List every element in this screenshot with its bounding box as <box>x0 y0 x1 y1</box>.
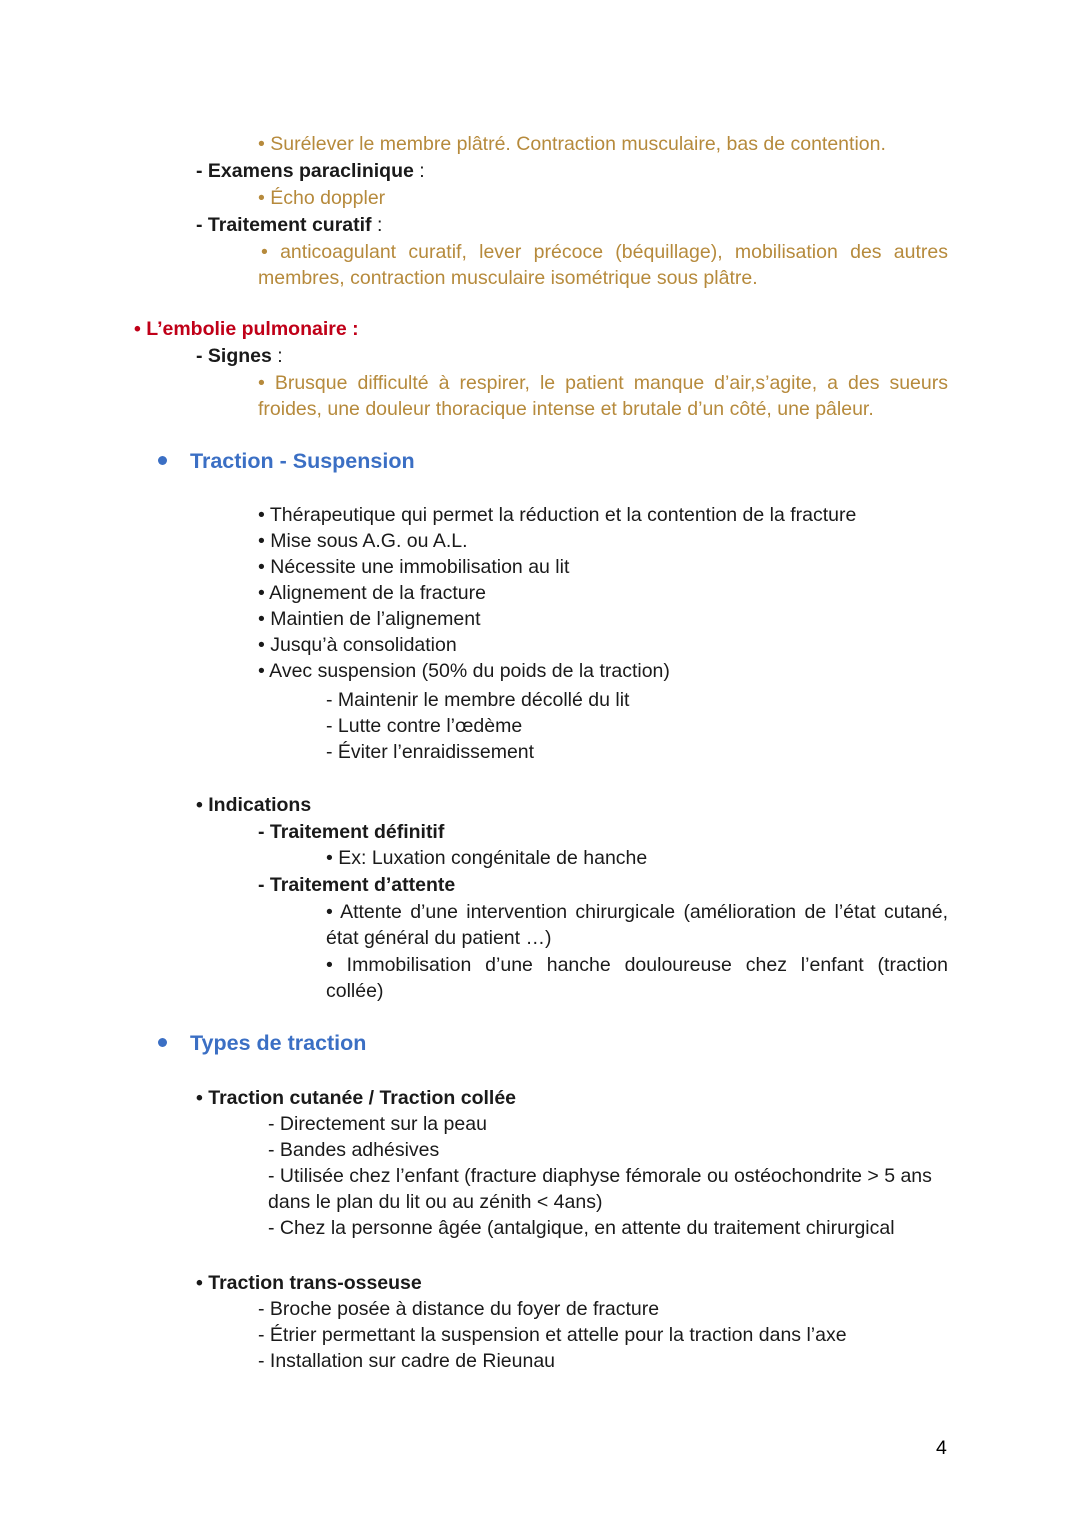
indications-heading: • Indications <box>196 794 312 816</box>
embolie-signes-label <box>196 343 283 369</box>
traitement-curatif-colon: : <box>371 214 383 236</box>
embolie-pulmonaire-heading: • L’embolie pulmonaire : <box>134 318 359 340</box>
traction-group-title: • Traction trans-osseuse <box>196 1272 422 1294</box>
embolie-signes-text: - Signes <box>196 345 272 367</box>
section-heading-types-de-traction-label: Types de traction <box>190 1031 367 1055</box>
examens-paraclinique-colon: : <box>413 160 425 182</box>
list-item: • Thérapeutique qui permet la réduction et la contention de la fracture <box>258 504 857 526</box>
list-item: • Alignement de la fracture <box>258 582 486 604</box>
indications-item-label: - Traitement définitif <box>258 821 445 843</box>
traction-group-line: - Utilisée chez l’enfant (fracture diaphyse fémorale ou ostéochondrite > 5 ans dans le plan du lit ou au zénith < 4ans) <box>268 1165 932 1213</box>
indications-item-detail: • Ex: Luxation congénitale de hanche <box>326 847 648 869</box>
traction-group-line: - Directement sur la peau <box>268 1113 487 1135</box>
traitement-curatif-item: • anticoagulant curatif, lever précoce (béquillage), mobilisation des autres membres, contraction musculaire isométrique sous plâtre. <box>258 241 948 289</box>
embolie-signes-item: • Brusque difficulté à respirer, le patient manque d’air,s’agite, a des sueurs froides, une douleur thoracique intense et brutale d’un côté, une pâleur. <box>258 372 948 420</box>
examens-paraclinique-label <box>196 158 425 184</box>
traitement-curatif-label <box>196 212 382 238</box>
traction-group-line: - Installation sur cadre de Rieunau <box>258 1350 556 1372</box>
traitement-curatif-text: - Traitement curatif <box>196 214 372 236</box>
bullet-dot-icon <box>158 456 167 465</box>
traction-group-line: - Bandes adhésives <box>268 1139 440 1161</box>
traction-group-title: • Traction cutanée / Traction collée <box>196 1087 517 1109</box>
embolie-signes-colon: : <box>271 345 283 367</box>
indications-item-detail: • Attente d’une intervention chirurgicale (amélioration de l’état cutané, état général du patient …) <box>326 901 948 949</box>
examens-paraclinique-text: - Examens paraclinique <box>196 160 414 182</box>
echo-doppler-item: • Écho doppler <box>258 187 386 209</box>
list-item: • Avec suspension (50% du poids de la traction) <box>258 660 670 682</box>
traction-group-line: - Étrier permettant la suspension et attelle pour la traction dans l’axe <box>258 1324 847 1346</box>
indications-item-label: - Traitement d’attente <box>258 874 456 896</box>
section-heading-types-de-traction <box>158 1029 366 1057</box>
section-heading-traction-suspension-label: Traction - Suspension <box>190 449 415 473</box>
list-item: - Lutte contre l’œdème <box>326 715 523 737</box>
traction-group-line: - Chez la personne âgée (antalgique, en attente du traitement chirurgical <box>268 1217 895 1239</box>
list-item: - Maintenir le membre décollé du lit <box>326 689 630 711</box>
bullet-dot-icon <box>158 1038 167 1047</box>
list-item: • Nécessite une immobilisation au lit <box>258 556 570 578</box>
page-number: 4 <box>936 1437 947 1459</box>
list-item: • Jusqu’à consolidation <box>258 634 457 656</box>
list-item: - Éviter l’enraidissement <box>326 741 535 763</box>
list-item: • Mise sous A.G. ou A.L. <box>258 530 468 552</box>
list-item: • Maintien de l’alignement <box>258 608 481 630</box>
section-heading-traction-suspension <box>158 447 415 475</box>
indications-item-detail: • Immobilisation d’une hanche douloureuse chez l’enfant (traction collée) <box>326 954 948 1002</box>
phlebite-prevention-item: • Surélever le membre plâtré. Contraction musculaire, bas de contention. <box>258 133 886 155</box>
traction-group-line: - Broche posée à distance du foyer de fracture <box>258 1298 660 1320</box>
